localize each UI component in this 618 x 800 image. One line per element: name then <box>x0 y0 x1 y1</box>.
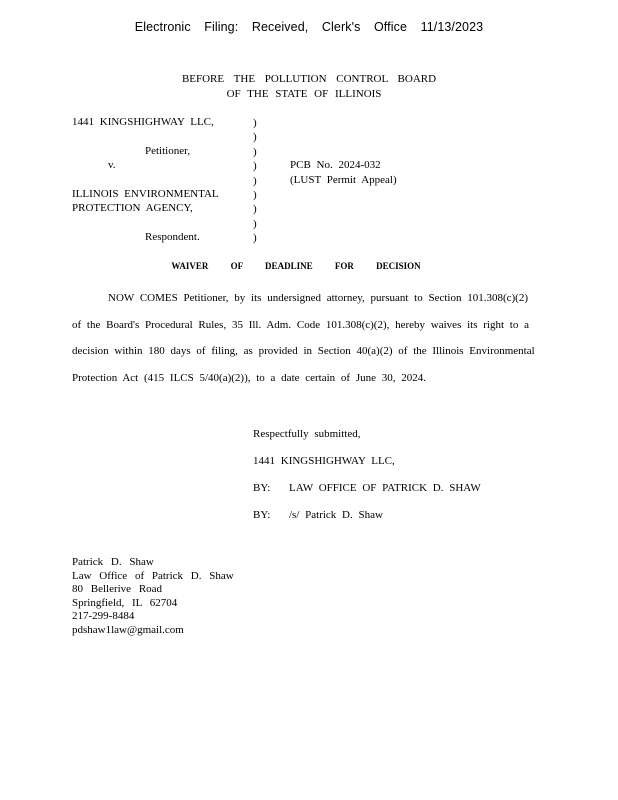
paren: ) <box>253 131 257 144</box>
contact-phone: 217-299-8484 <box>72 610 135 622</box>
versus: v. <box>108 159 116 171</box>
court-name-line2: OF THE STATE OF ILLINOIS <box>226 88 382 100</box>
contact-street: 80 Bellerive Road <box>72 583 163 595</box>
caption-parentheses <box>253 116 257 246</box>
paren: ) <box>253 203 257 216</box>
signature-party: 1441 KINGSHIGHWAY LLC, <box>253 455 395 467</box>
contact-email: pdshaw1law@gmail.com <box>72 623 184 636</box>
filing-stamp: Electronic Filing: Received, Clerk's Office 11/13/2023 <box>134 20 484 34</box>
paren: ) <box>253 145 257 158</box>
court-name-line1: BEFORE THE POLLUTION CONTROL BOARD <box>181 73 437 85</box>
body-line: NOW COMES Petitioner, by its undersigned attorney, pursuant to Section 101.308(c)(2) <box>108 292 529 304</box>
body-line: of the Board's Procedural Rules, 35 Ill. Adm. Code 101.308(c)(2), hereby waives its right to a <box>72 318 529 331</box>
contact-city: Springfield, IL 62704 <box>72 596 178 609</box>
case-number: PCB No. 2024-032 <box>290 159 381 171</box>
contact-name: Patrick D. Shaw <box>72 556 154 568</box>
respondent-role: Respondent. <box>145 231 200 243</box>
petitioner-role: Petitioner, <box>145 145 191 157</box>
paren: ) <box>253 189 257 202</box>
contact-block <box>72 556 234 637</box>
document-title: WAIVER OF DEADLINE FOR DECISION <box>171 261 421 271</box>
body-paragraph <box>72 285 535 391</box>
paren: ) <box>253 232 257 245</box>
signature-by-label: BY: <box>253 509 271 521</box>
contact-firm: Law Office of Patrick D. Shaw <box>72 569 234 582</box>
case-type: (LUST Permit Appeal) <box>290 174 397 186</box>
signature-by-label: BY: <box>253 482 271 494</box>
paren: ) <box>253 117 257 129</box>
body-line: Protection Act (415 ILCS 5/40(a)(2)), to a date certain of June 30, 2024. <box>72 371 427 384</box>
paren: ) <box>253 160 257 173</box>
respondent-name-line2: PROTECTION AGENCY, <box>72 202 193 214</box>
body-line: decision within 180 days of filing, as provided in Section 40(a)(2) of the Illinois Environmental <box>72 345 535 357</box>
paren: ) <box>253 174 257 187</box>
paren: ) <box>253 217 257 230</box>
petitioner-name: 1441 KINGSHIGHWAY LLC, <box>72 116 214 128</box>
signature-signed: /s/ Patrick D. Shaw <box>289 509 383 521</box>
signature-firm: LAW OFFICE OF PATRICK D. SHAW <box>289 482 481 494</box>
respondent-name-line1: ILLINOIS ENVIRONMENTAL <box>72 188 219 200</box>
signature-closing: Respectfully submitted, <box>253 428 361 440</box>
